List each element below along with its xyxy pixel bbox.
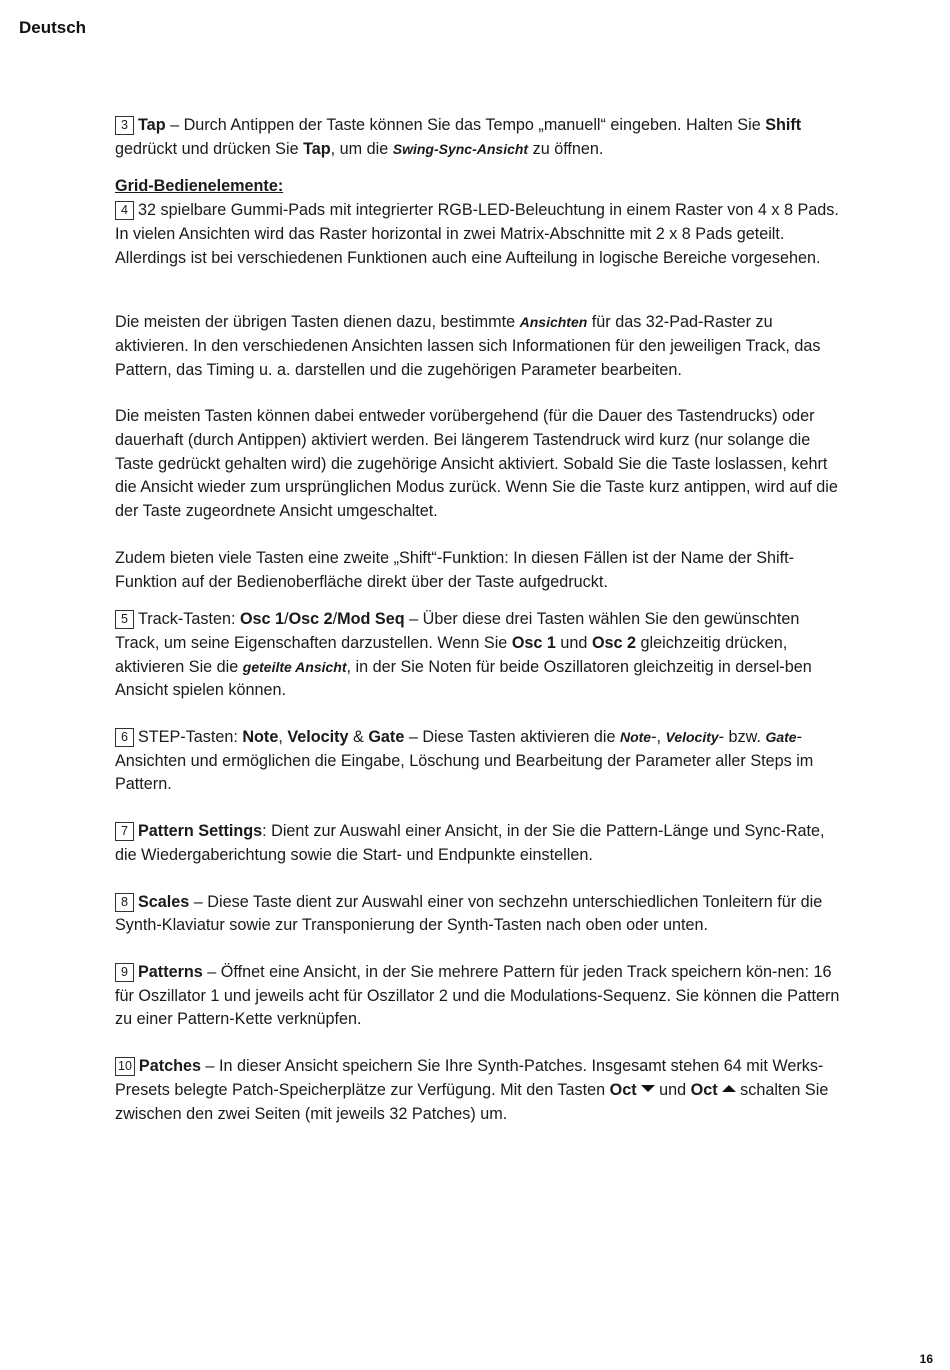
control-name: Mod Seq (337, 610, 405, 629)
text: schalten Sie zwischen den zwei Seiten (mit jeweils 32 Patches) um. (115, 1080, 829, 1123)
text: – Diese Taste dient zur Auswahl einer von sechzehn unterschiedlichen Tonleitern für die Synth-Klaviatur sowie zur Transponierung der Synth-Tasten nach oben oder unten. (115, 892, 823, 935)
callout-number: 10 (115, 1057, 135, 1076)
text: für das 32-Pad-Raster zu aktivieren. In den verschiedenen Ansichten lassen sich Informationen für den jeweiligen Track, das Pattern, das Timing u. a. darstellen und die zugehörigen Parameter bearbeiten. (115, 313, 821, 379)
text: gleichzeitig drücken, aktivieren Sie die (115, 633, 788, 676)
text: Die meisten der übrigen Tasten dienen dazu, bestimmte (115, 313, 520, 332)
item-tap (115, 114, 840, 161)
text: – Durch Antippen der Taste können Sie das Tempo „manuell“ eingeben. Halten Sie (165, 116, 766, 134)
text: , in der Sie Noten für beide Oszillatoren gleichzeitig in dersel-ben Ansicht spielen können. (115, 657, 812, 700)
view-name: Ansichten (519, 314, 588, 331)
text: und (654, 1080, 691, 1099)
text: , (278, 728, 288, 747)
item-step (115, 726, 840, 797)
item-patches (115, 1055, 840, 1126)
text: - bzw. (718, 728, 766, 747)
text: zu öffnen. (528, 139, 604, 158)
grid-heading: Grid-Bedienelemente: (115, 177, 284, 196)
control-name: Oct (609, 1080, 637, 1099)
control-name: Osc 2 (591, 633, 637, 652)
text: / (332, 610, 338, 629)
text: – Über diese drei Tasten wählen Sie den gewünschten Track, um seine Eigenschaften darzustellen. Wenn Sie (115, 610, 800, 652)
callout-number: 9 (115, 963, 134, 982)
control-name: Shift (765, 116, 802, 134)
control-name: Tap (138, 116, 166, 134)
text: / (284, 610, 289, 629)
manual-body (115, 114, 840, 1126)
view-name: Swing-Sync-Ansicht (392, 140, 529, 157)
control-name: Gate (368, 728, 405, 747)
text: – Öffnet eine Ansicht, in der Sie mehrere Pattern für jeden Track speichern kön-nen: 16 für Oszillator 1 und jeweils acht für Oszillator 2 und die Modulations-Sequenz. Sie können die Pattern zu einer Pattern-Kette verknüpfen. (115, 962, 840, 1029)
text: : Dient zur Auswahl einer Ansicht, in der Sie die Pattern-Länge und Sync-Rate, die Wiedergaberichtung sowie die Start- und Endpunkte einstellen. (115, 822, 825, 864)
arrow-down-icon (641, 1085, 655, 1092)
callout-number: 6 (115, 728, 134, 747)
paragraph-views (115, 311, 840, 382)
control-name: Osc 1 (511, 633, 556, 652)
view-name: Velocity (665, 729, 719, 746)
item-pads (115, 199, 840, 270)
control-name: Patterns (138, 962, 203, 981)
item-patterns (115, 961, 840, 1032)
control-name: Tap (303, 139, 331, 158)
item-track (115, 608, 840, 703)
text: – In dieser Ansicht speichern Sie Ihre Synth-Patches. Insgesamt stehen 64 mit Werks-Presets belegte Patch-Speicherplätze zur Verfügung. Mit den Tasten (115, 1057, 824, 1099)
view-name: Gate (765, 729, 797, 746)
control-name: Osc 2 (288, 610, 333, 629)
page-number: 16 (919, 1352, 933, 1366)
arrow-up-icon (722, 1085, 736, 1092)
item-pattern-settings (115, 820, 840, 867)
text: Track-Tasten: (138, 610, 240, 629)
text: & (348, 728, 369, 747)
control-name: Patches (138, 1057, 201, 1076)
callout-number: 4 (115, 201, 134, 220)
text: gedrückt und drücken Sie (115, 139, 304, 158)
text: 32 spielbare Gummi-Pads mit integrierter RGB-LED-Beleuchtung in einem Raster von 4 x 8 Pads. In vielen Ansichten wird das Raster horizontal in zwei Matrix-Abschnitte mit 2 x 8 Pads geteilt. Allerdings ist bei verschiedenen Funktionen auch eine Aufteilung in logische Bereiche vorgesehen. (115, 201, 839, 267)
text: -Ansichten und ermöglichen die Eingabe, Löschung und Bearbeitung der Parameter aller Steps im Pattern. (115, 728, 814, 794)
control-name: Osc 1 (239, 610, 285, 629)
control-name: Pattern Settings (138, 822, 263, 841)
control-name: Velocity (287, 728, 349, 747)
paragraph-shift: Zudem bieten viele Tasten eine zweite „Shift“-Funktion: In diesen Fällen ist der Name der Shift-Funktion auf der Bedienoberfläche direkt über der Taste aufgedruckt. (115, 548, 795, 591)
text: und (555, 633, 592, 652)
view-name: geteilte Ansicht (242, 658, 347, 675)
callout-number: 3 (115, 116, 134, 135)
paragraph-temporary: Die meisten Tasten können dabei entweder vorübergehend (für die Dauer des Tastendrucks) oder dauerhaft (durch Antippen) aktiviert werden. Bei längerem Tastendruck wird kurz (nur solange die Taste gedrückt gehalten wird) die zugehörige Ansicht aktiviert. Sobald Sie die Taste loslassen, kehrt die Ansicht wieder zum ursprünglichen Modus zurück. Wenn Sie die Taste kurz antippen, wird auf die der Taste zugeordnete Ansicht umgeschaltet. (115, 407, 838, 521)
callout-number: 8 (115, 893, 134, 912)
control-name: Scales (138, 892, 190, 911)
text: STEP-Tasten: (138, 728, 243, 747)
callout-number: 5 (115, 610, 134, 629)
text: , um die (330, 139, 393, 158)
language-label: Deutsch (19, 18, 87, 37)
control-name: Note (242, 728, 279, 747)
callout-number: 7 (115, 822, 134, 841)
view-name: Note (619, 729, 652, 746)
text: – Diese Tasten aktivieren die (404, 728, 620, 747)
item-scales (115, 891, 840, 938)
text: -, (651, 728, 666, 747)
control-name: Oct (690, 1080, 718, 1099)
